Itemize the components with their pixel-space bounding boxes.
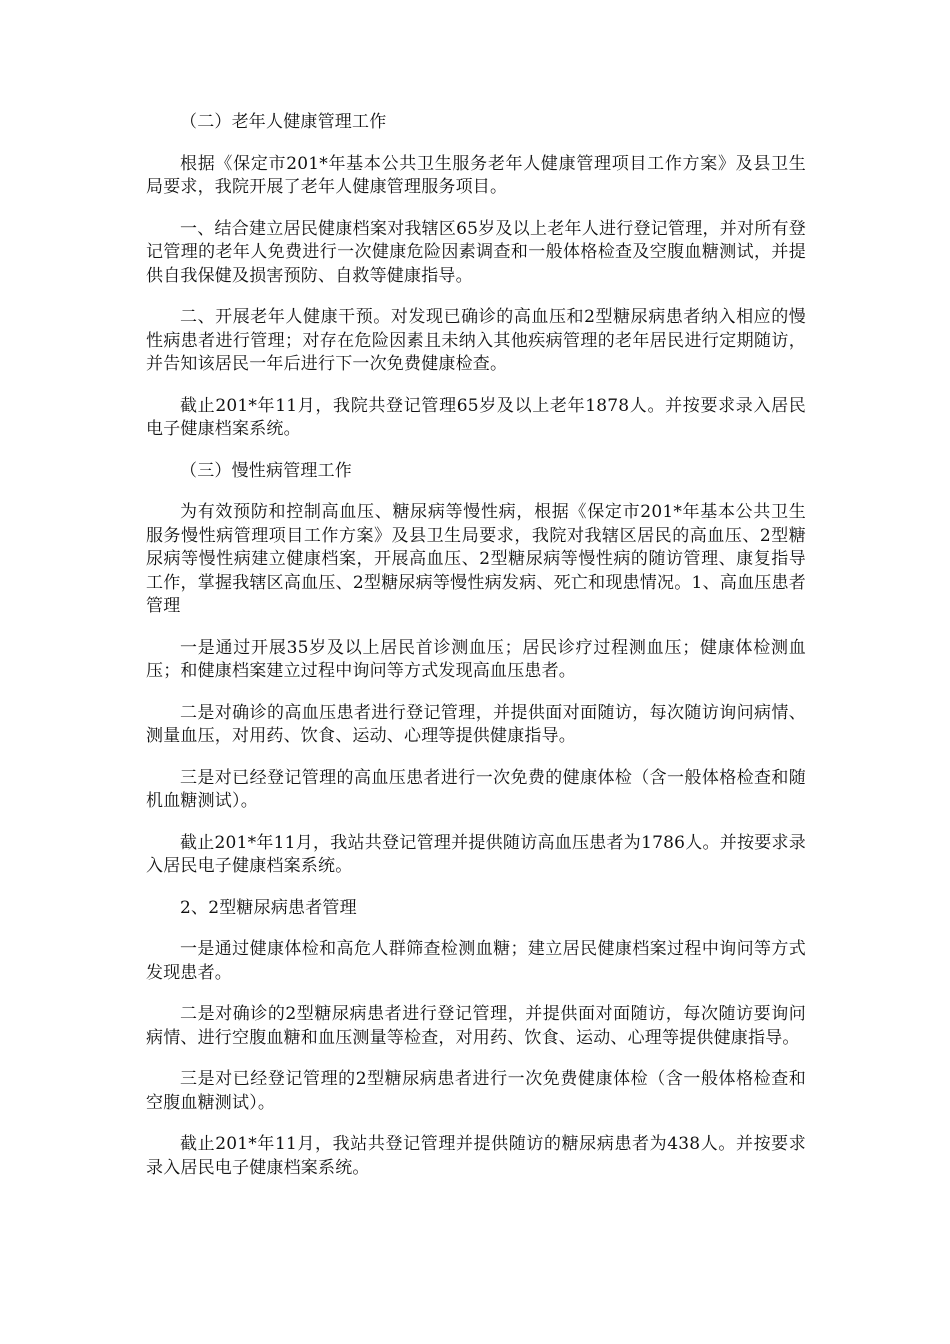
paragraph-hypertension-item-1: 一是通过开展35岁及以上居民首诊测血压；居民诊疗过程测血压；健康体检测血压；和健康档案建立过程中询问等方式发现高血压患者。 — [146, 637, 806, 681]
paragraph-hypertension-item-3: 三是对已经登记管理的高血压患者进行一次免费的健康体检（含一般体格检查和随机血糖测试）。 — [146, 767, 806, 811]
paragraph-diabetes-item-1: 一是通过健康体检和高危人群筛查检测血糖；建立居民健康档案过程中询问等方式发现患者。 — [146, 939, 806, 983]
paragraph-diabetes-item-2: 二是对确诊的2型糖尿病患者进行登记管理，并提供面对面随访，每次随访要询问病情、进行空腹血糖和血压测量等检查，对用药、饮食、运动、心理等提供健康指导。 — [146, 1004, 806, 1048]
document-body — [146, 111, 806, 1198]
paragraph-elderly-summary: 截止201*年11月，我院共登记管理65岁及以上老年1878人。并按要求录入居民电子健康档案系统。 — [146, 395, 806, 439]
paragraph-diabetes-summary: 截止201*年11月，我站共登记管理并提供随访的糖尿病患者为438人。并按要求录入居民电子健康档案系统。 — [146, 1134, 806, 1178]
paragraph-diabetes-item-3: 三是对已经登记管理的2型糖尿病患者进行一次免费健康体检（含一般体格检查和空腹血糖测试）。 — [146, 1069, 806, 1113]
section-heading-chronic: （三）慢性病管理工作 — [180, 460, 352, 481]
section-heading-elderly: （二）老年人健康管理工作 — [180, 112, 387, 132]
paragraph-hypertension-summary: 截止201*年11月，我站共登记管理并提供随访高血压患者为1786人。并按要求录入居民电子健康档案系统。 — [146, 832, 806, 876]
paragraph-elderly-item-1: 一、结合建立居民健康档案对我辖区65岁及以上老年人进行登记管理，并对所有登记管理的老年人免费进行一次健康危险因素调查和一般体格检查及空腹血糖测试，并提供自我保健及损害预防、自救等健康指导。 — [146, 218, 806, 286]
paragraph-hypertension-item-2: 二是对确诊的高血压患者进行登记管理，并提供面对面随访，每次随访询问病情、测量血压，对用药、饮食、运动、心理等提供健康指导。 — [146, 702, 806, 746]
paragraph-elderly-intro: 根据《保定市201*年基本公共卫生服务老年人健康管理项目工作方案》及县卫生局要求，我院开展了老年人健康管理服务项目。 — [146, 153, 806, 197]
paragraph-chronic-intro: 为有效预防和控制高血压、糖尿病等慢性病，根据《保定市201*年基本公共卫生服务慢性病管理项目工作方案》及县卫生局要求，我院对我辖区居民的高血压、2型糖尿病等慢性病建立健康档案，开展高血压、2型糖尿病等慢性病的随访管理、康复指导工作，掌握我辖区高血压、2型糖尿病等慢性病发病、死亡和现患情况。1、高血压患者管理 — [146, 502, 806, 616]
subsection-heading-diabetes: 2、2型糖尿病患者管理 — [180, 897, 357, 918]
paragraph-elderly-item-2: 二、开展老年人健康干预。对发现已确诊的高血压和2型糖尿病患者纳入相应的慢性病患者进行管理；对存在危险因素且未纳入其他疾病管理的老年居民进行定期随访，并告知该居民一年后进行下一次免费健康检查。 — [146, 307, 806, 374]
